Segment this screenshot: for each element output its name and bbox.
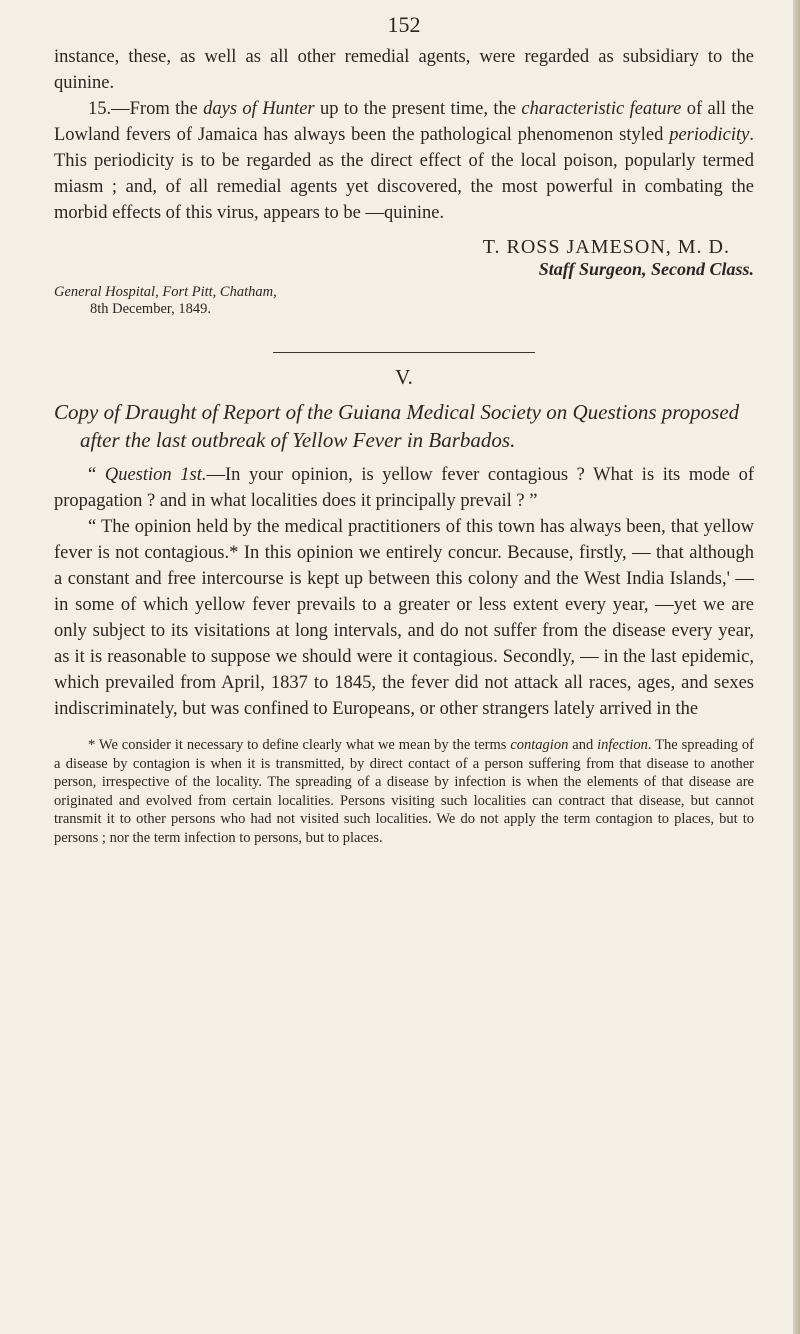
answer-paragraph: “ The opinion held by the medical practitioners of this town has always been, that yellow fever is not contagious.* In this opinion we entirely concur. Because, firstly, — that although a constant and free intercourse is kept up between this colony and the West India Islands,' — in some of which yellow fever prevails to a greater or less extent every year, —yet we are only subject to its visitations at long intervals, and do not suffer from the disease every year, as it is reasonable to suppose we should were it contagious. Secondly, — in the last epidemic, which prevailed from April, 1837 to 1845, the fever did not attack all races, ages, and sexes indiscriminately, but was confined to Europeans, or other strangers lately arrived in the [54,517,754,719]
section-number: V. [395,365,413,389]
para15-lead: 15.—From the [88,99,204,119]
question-open-quote: “ [88,465,105,485]
para15-mid1: up to the present time, the [314,99,522,119]
signature-block [54,236,754,318]
signature-date: 8th December, 1849. [90,301,212,317]
page-edge-shadow [793,0,800,1334]
para15-tail: . This periodicity is to be regarded as the direct effect of the local poison, popularly termed miasm ; and, of all remedial agents yet discovered, the most powerful in combating the morbid effects of this virus, appears to be —quinine. [54,125,754,223]
para15-mid2: of all the Lowland fevers of Jamaica has always been the pathological phenomenon styled [54,99,754,145]
footnote-lead: * We consider it necessary to define clearly what we mean by the terms [88,737,511,753]
book-page [54,12,754,847]
question-paragraph [54,462,754,514]
question-label: Question 1st. [104,465,207,485]
question-text: —In your opinion, is yellow fever contagious ? What is its mode of propagation ? and in what localities does it principally prevail ? ” [54,465,754,511]
footnote [54,736,754,847]
para15-em-periodicity: periodicity [669,125,750,145]
footnote-and: and [568,737,598,753]
section-divider [273,352,535,353]
section-heading: Copy of Draught of Report of the Guiana Medical Society on Questions proposed after the last outbreak of Yellow Fever in Barbados. [54,400,740,452]
signature-title: Staff Surgeon, Second Class. [538,259,754,279]
signature-name: T. ROSS JAMESON, M. D. [482,236,730,258]
page-number: 152 [387,12,421,37]
intro-paragraph: instance, these, as well as all other remedial agents, were regarded as subsidiary to the quinine. [54,47,754,93]
para15-em-characteristic-feature: characteristic feature [521,99,682,119]
paragraph-15 [54,96,754,226]
signature-place: General Hospital, Fort Pitt, Chatham, [54,284,277,300]
footnote-tail: . The spreading of a disease by contagion is when it is transmitted, by direct contact of a person suffering from that disease to another person, irrespective of the locality. The spreading of a disease by infection is when the elements of that disease are originated and evolved from certain localities. Persons visiting such localities can contract that disease, but cannot transmit it to other persons who had not visited such localities. We do not apply the term contagion to places, but to persons ; nor the term infection to persons, but to places. [54,737,755,846]
footnote-em-contagion: contagion [510,737,569,753]
para15-em-days-of-hunter: days of Hunter [203,99,315,119]
footnote-em-infection: infection [597,737,648,753]
